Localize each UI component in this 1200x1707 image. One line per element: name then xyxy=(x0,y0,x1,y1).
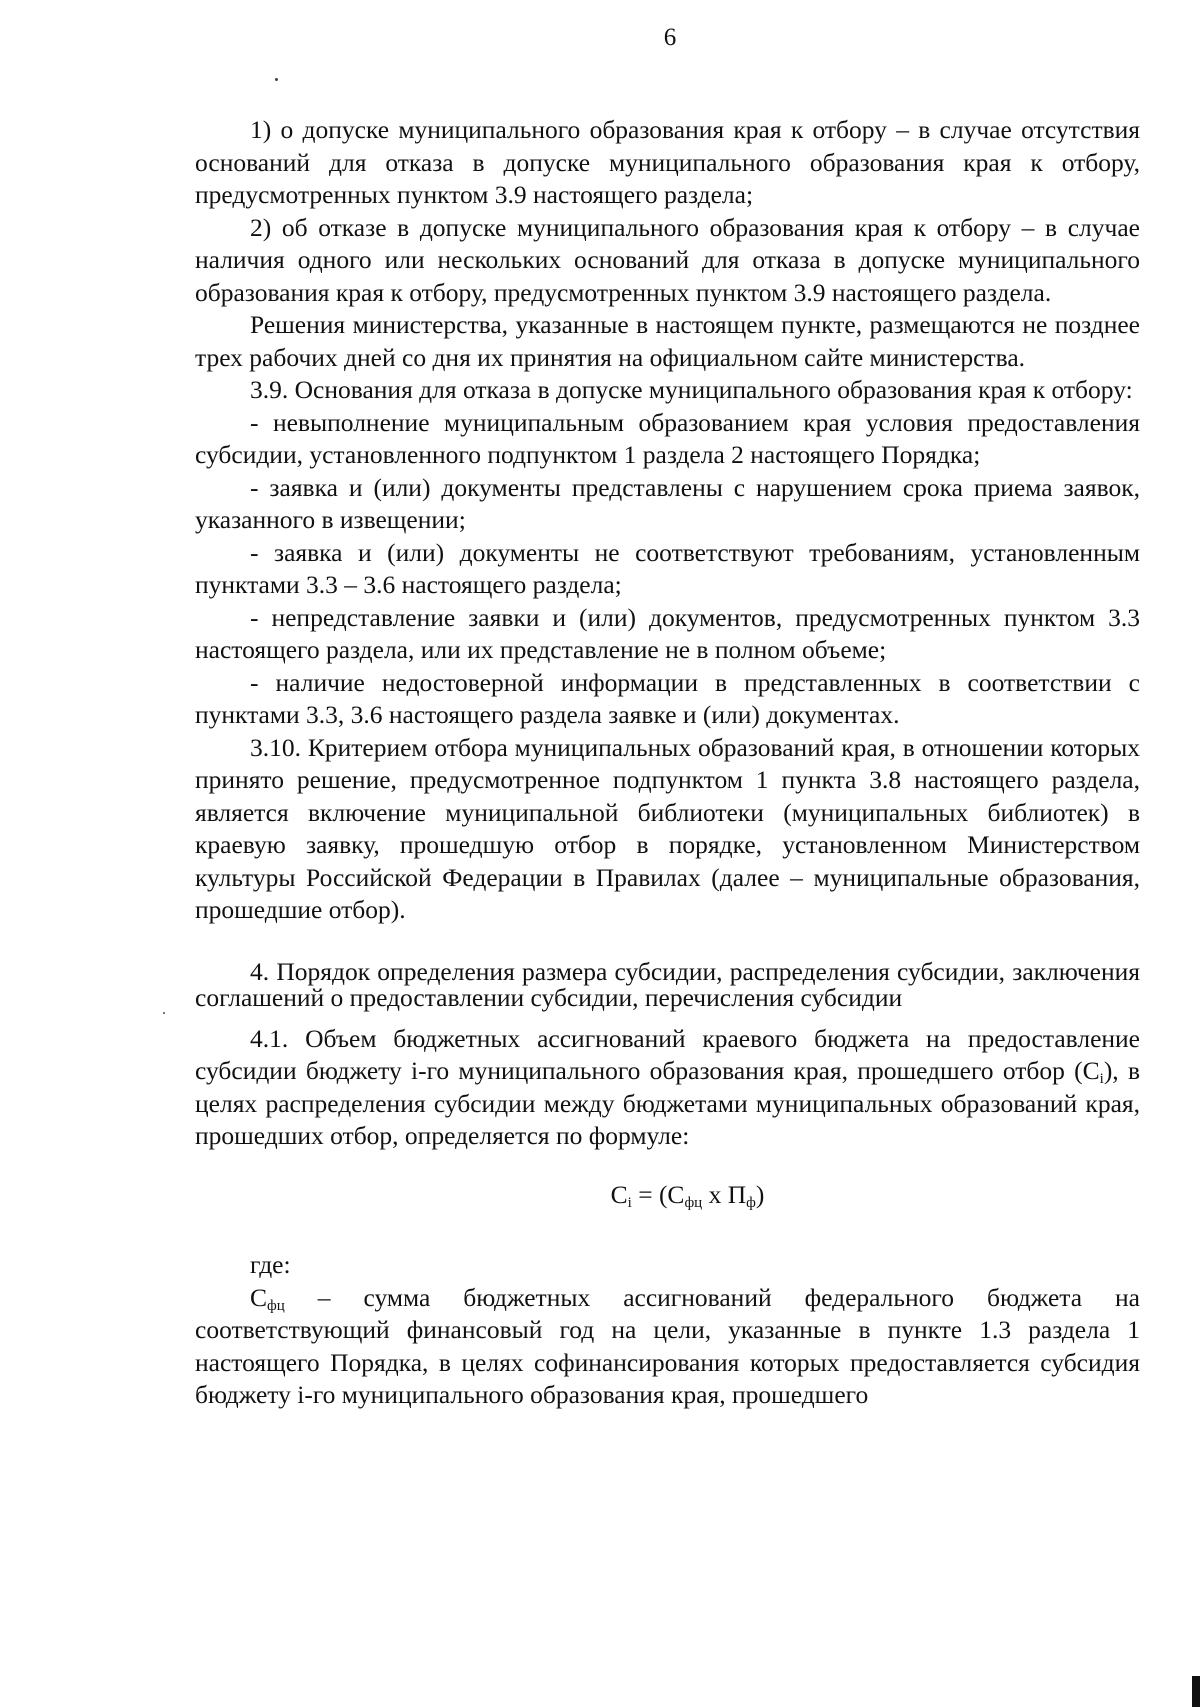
list-item-ground-2: - заявка и (или) документы представлены с нарушением срока приема заявок, указанного в извещении; xyxy=(195,472,1140,534)
definition-cfc-text: – сумма бюджетных ассигнований федерального бюджета на соответствующий финансовый год на цели, указанные в пункте 1.3 раздела 1 настоящего Порядка, в целях софинансирования которых предоставляется субсидия бюджету i-го муниципального образования края, прошедшего xyxy=(195,1282,1140,1409)
paragraph-4-1-text: 4.1. Объем бюджетных ассигнований краевого бюджета на предоставление субсидии бюджету i-го муниципального образования края, прошедшего отбор (C xyxy=(195,1023,1140,1085)
formula-mid: = (C xyxy=(631,1179,685,1209)
definition-cfc-symbol: C xyxy=(250,1282,268,1312)
paragraph-4-1-subscript: i xyxy=(1099,1071,1104,1087)
list-item-ground-3: - заявка и (или) документы не соответствуют требованиям, установленным пунктами 3.3 – 3.6 настоящего раздела; xyxy=(195,537,1140,599)
formula-lhs: C xyxy=(610,1179,628,1209)
paragraph-4-1 xyxy=(195,1023,1140,1153)
scan-artifact-dot xyxy=(275,78,278,81)
paragraph-decision-admit: 1) о допуске муниципального образования края к отбору – в случае отсутствия оснований для отказа в допуске муниципального образования края к отбору, предусмотренных пунктом 3.9 настоящего раздела; xyxy=(195,115,1140,209)
formula-mid-subscript: фц xyxy=(684,1194,703,1211)
formula-lhs-subscript: i xyxy=(627,1194,632,1211)
paragraph-3-9: 3.9. Основания для отказа в допуске муниципального образования края к отбору: xyxy=(250,375,1133,404)
list-item-ground-4: - непредставление заявки и (или) документов, предусмотренных пунктом 3.3 настоящего раздела, или их представление не в полном объеме; xyxy=(195,602,1140,664)
paragraph-3-10: 3.10. Критерием отбора муниципальных образований края, в отношении которых принято решение, предусмотренное подпунктом 1 пункта 3.8 настоящего раздела, является включение муниципальной библиотеки (муниципальных библиотек) в краевую заявку, прошедшую отбор в порядке, установленном Министерством культуры Российской Федерации в Правилах (далее – муниципальные образования, прошедшие отбор). xyxy=(195,732,1140,924)
formula-operator: x П xyxy=(702,1179,747,1209)
paragraph-4-1-text-end: ), в целях распределения субсидии между бюджетами муниципальных образований края, прошедших отбор, определяется по формуле: xyxy=(195,1056,1140,1150)
formula xyxy=(195,1179,1140,1212)
formula-operator-subscript: ф xyxy=(746,1194,756,1211)
paragraph-decision-refuse: 2) об отказе в допуске муниципального образования края к отбору – в случае наличия одного или нескольких оснований для отказа в допуске муниципального образования края к отбору, предусмотренных пунктом 3.9 настоящего раздела. xyxy=(195,212,1140,307)
scan-edge-mark xyxy=(1192,1676,1200,1707)
section-4-heading: 4. Порядок определения размера субсидии, распределения субсидии, заключения соглашений о предоставлении субсидии, перечисления субсидии xyxy=(195,956,1140,1012)
definition-cfc xyxy=(195,1282,1140,1412)
where-label: где: xyxy=(250,1250,291,1279)
formula-end: ) xyxy=(755,1179,765,1209)
list-item-ground-5: - наличие недостоверной информации в представленных в соответствии с пунктами 3.3, 3.6 настоящего раздела заявке и (или) документах. xyxy=(195,667,1140,729)
list-item-ground-1: - невыполнение муниципальным образованием края условия предоставления субсидии, установленного подпунктом 1 раздела 2 настоящего Порядка; xyxy=(195,407,1140,469)
scan-artifact-speck xyxy=(163,1012,165,1014)
page-number: 6 xyxy=(663,24,677,51)
definition-cfc-subscript: фц xyxy=(267,1297,285,1314)
document-body xyxy=(195,114,1140,1412)
paragraph-decisions-publication: Решения министерства, указанные в настоящем пункте, размещаются не позднее трех рабочих дней со дня их принятия на официальном сайте министерства. xyxy=(195,310,1140,372)
